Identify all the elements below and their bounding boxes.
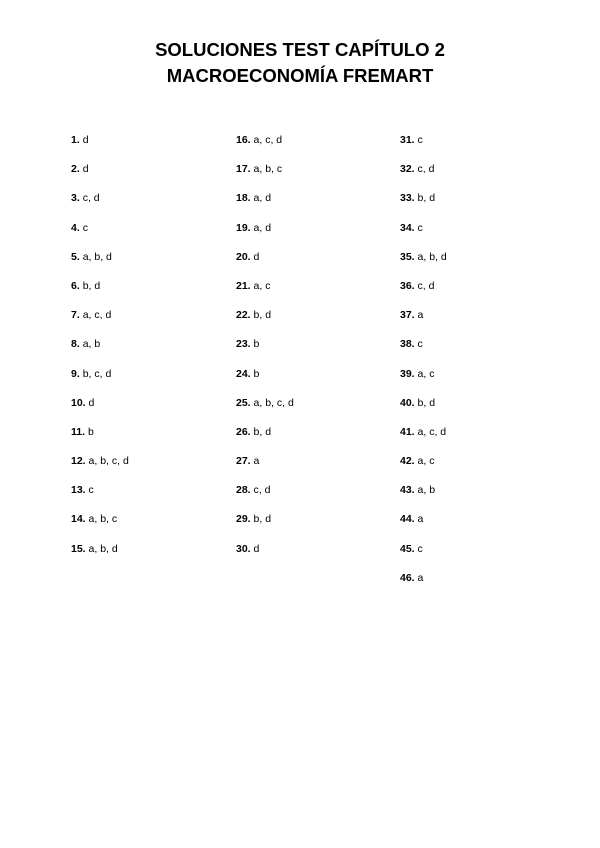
question-number: 15. — [71, 542, 86, 555]
question-number: 21. — [236, 279, 251, 292]
question-number: 46. — [400, 571, 415, 584]
answer-options: a — [417, 513, 424, 526]
answer-options: d — [253, 250, 260, 263]
answer-options: a, c — [417, 455, 435, 468]
question-number: 28. — [236, 484, 251, 497]
answer-item — [236, 277, 294, 306]
question-number: 41. — [400, 425, 415, 438]
question-number: 36. — [400, 279, 415, 292]
answer-options: a, b, c — [88, 513, 118, 526]
answer-item — [71, 189, 129, 218]
answer-item — [236, 423, 294, 452]
answer-item — [400, 365, 447, 394]
question-number: 1. — [71, 134, 80, 146]
answer-options: a, d — [253, 192, 272, 205]
answer-item — [236, 131, 294, 160]
answer-options: b, d — [417, 192, 436, 205]
question-number: 17. — [236, 163, 251, 176]
answer-item — [71, 452, 129, 481]
answer-options: b, d — [253, 425, 272, 438]
answer-item — [236, 219, 294, 248]
answer-item — [236, 481, 294, 510]
question-number: 44. — [400, 513, 415, 526]
answer-item — [400, 394, 447, 423]
answer-item — [400, 540, 447, 569]
answer-options: c — [417, 338, 423, 351]
answer-item — [400, 160, 447, 189]
question-number: 27. — [236, 455, 251, 468]
question-number: 32. — [400, 163, 415, 176]
answer-options: c, d — [253, 484, 271, 497]
answer-options: c — [82, 221, 88, 234]
answer-item — [400, 481, 447, 510]
question-number: 20. — [236, 250, 251, 263]
question-number: 19. — [236, 221, 251, 234]
answer-options: a, c — [253, 279, 271, 292]
answer-options: a, b — [417, 484, 436, 497]
question-number: 10. — [71, 396, 86, 409]
question-number: 43. — [400, 484, 415, 497]
question-number: 12. — [71, 455, 86, 468]
answer-options: a, c — [417, 367, 435, 380]
answer-item — [71, 423, 129, 452]
answer-item — [400, 423, 447, 452]
answer-item — [236, 248, 294, 277]
answer-item — [400, 306, 447, 335]
answer-options: b — [253, 338, 260, 351]
question-number: 8. — [71, 338, 80, 351]
question-number: 9. — [71, 367, 80, 380]
answer-options: a, b — [82, 338, 101, 351]
answer-item — [71, 510, 129, 539]
answer-item — [236, 394, 294, 423]
answer-item — [71, 306, 129, 335]
answer-item — [71, 131, 129, 160]
answer-options: d — [88, 396, 95, 409]
question-number: 35. — [400, 250, 415, 263]
question-number: 6. — [71, 279, 80, 292]
answer-item — [71, 277, 129, 306]
answer-options: d — [82, 134, 89, 146]
question-number: 39. — [400, 367, 415, 380]
title-line-2: MACROECONOMÍA FREMART — [166, 65, 434, 86]
answer-options: b, d — [82, 279, 101, 292]
answer-options: a — [417, 571, 424, 584]
answer-options: a, b, c, d — [88, 455, 129, 468]
question-number: 11. — [71, 425, 86, 438]
question-number: 42. — [400, 455, 415, 468]
answer-options: b — [253, 367, 260, 380]
answer-item — [400, 248, 447, 277]
question-number: 38. — [400, 338, 415, 351]
question-number: 25. — [236, 396, 251, 409]
answer-options: a — [417, 309, 424, 322]
question-number: 34. — [400, 221, 415, 234]
answer-options: a, c, d — [253, 134, 283, 146]
answer-item — [236, 335, 294, 364]
question-number: 3. — [71, 192, 80, 205]
answer-item — [400, 277, 447, 306]
answer-options: a, b, d — [82, 250, 112, 263]
answer-options: a, b, c — [253, 163, 283, 176]
answer-options: a, b, c, d — [253, 396, 294, 409]
answer-options: c, d — [417, 279, 435, 292]
answer-options: c — [88, 484, 94, 497]
question-number: 13. — [71, 484, 86, 497]
answer-options: b, d — [253, 309, 272, 322]
question-number: 5. — [71, 250, 80, 263]
answer-options: a, b, d — [417, 250, 447, 263]
answer-item — [71, 365, 129, 394]
question-number: 31. — [400, 134, 415, 146]
document-title — [0, 37, 600, 89]
question-number: 40. — [400, 396, 415, 409]
question-number: 4. — [71, 221, 80, 234]
answer-options: a, c, d — [417, 425, 447, 438]
answer-options: b, c, d — [82, 367, 112, 380]
question-number: 7. — [71, 309, 80, 322]
answer-options: c, d — [82, 192, 100, 205]
answer-item — [71, 335, 129, 364]
answer-item — [236, 306, 294, 335]
title-line-1: SOLUCIONES TEST CAPÍTULO 2 — [155, 39, 445, 60]
question-number: 18. — [236, 192, 251, 205]
answer-item — [400, 452, 447, 481]
answer-options: a, d — [253, 221, 272, 234]
answer-item — [236, 510, 294, 539]
answer-options: c — [417, 542, 423, 555]
answer-options: a, c, d — [82, 309, 112, 322]
answer-item — [236, 540, 294, 569]
answer-options: d — [82, 163, 89, 176]
question-number: 14. — [71, 513, 86, 526]
answer-item — [400, 131, 447, 160]
answer-options: a — [253, 455, 260, 468]
question-number: 22. — [236, 309, 251, 322]
answer-item — [236, 189, 294, 218]
answer-item — [400, 510, 447, 539]
answers-column-1 — [71, 131, 129, 569]
question-number: 2. — [71, 163, 80, 176]
question-number: 30. — [236, 542, 251, 555]
answers-column-3 — [400, 131, 447, 598]
answer-item — [400, 189, 447, 218]
answer-item — [71, 248, 129, 277]
answer-options: c, d — [417, 163, 435, 176]
answer-item — [71, 160, 129, 189]
answer-item — [400, 335, 447, 364]
question-number: 33. — [400, 192, 415, 205]
answer-options: b, d — [417, 396, 436, 409]
question-number: 26. — [236, 425, 251, 438]
answer-options: b — [87, 425, 94, 438]
question-number: 29. — [236, 513, 251, 526]
answer-item — [400, 219, 447, 248]
answer-item — [236, 452, 294, 481]
answer-item — [71, 481, 129, 510]
question-number: 45. — [400, 542, 415, 555]
answer-item — [236, 365, 294, 394]
question-number: 16. — [236, 134, 251, 146]
answer-item — [71, 219, 129, 248]
answer-options: c — [417, 221, 423, 234]
answer-options: b, d — [253, 513, 272, 526]
answer-item — [71, 540, 129, 569]
question-number: 23. — [236, 338, 251, 351]
question-number: 24. — [236, 367, 251, 380]
answer-options: d — [253, 542, 260, 555]
answer-options: c — [417, 134, 423, 146]
answer-options: a, b, d — [88, 542, 118, 555]
answer-item — [400, 569, 447, 598]
answer-item — [71, 394, 129, 423]
answer-item — [236, 160, 294, 189]
question-number: 37. — [400, 309, 415, 322]
answers-column-2 — [236, 131, 294, 569]
